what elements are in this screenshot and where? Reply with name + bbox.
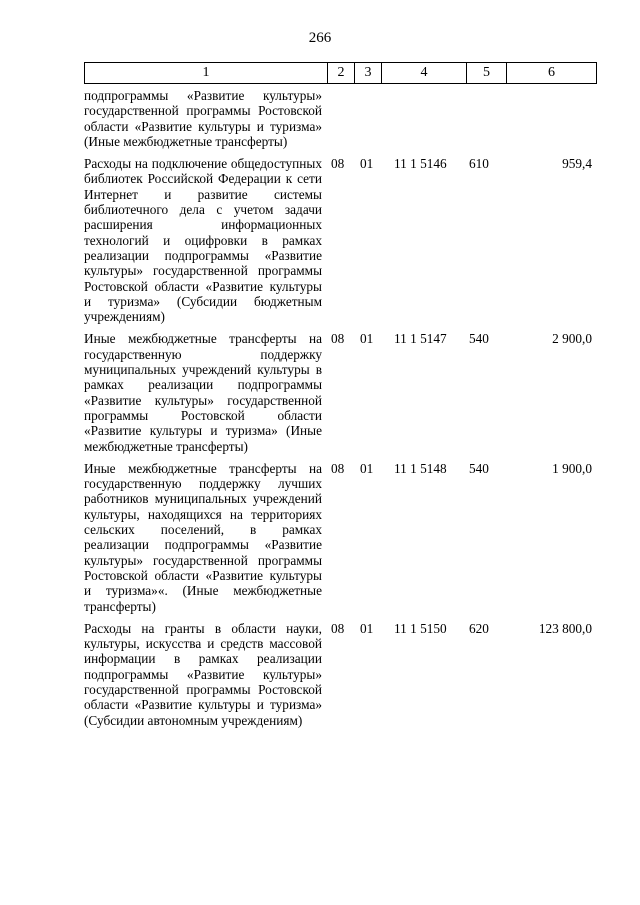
- column-header-3: 3: [355, 63, 382, 84]
- row-description: Расходы на гранты в области науки, культуры, искусства и средств массовой информации в рамках реализации подпрограммы «Развитие культуры» государственной программы Ростовской области «Развитие культуры и туризма» (Субсидии автономным учреждениям): [84, 620, 322, 728]
- table-row: [84, 156, 596, 324]
- row-expense-type: 620: [469, 620, 489, 636]
- row-amount: 123 800,0: [538, 620, 592, 636]
- table-row: [84, 461, 596, 614]
- row-target-article: 11 1 5147: [394, 331, 447, 347]
- column-header-row: [85, 63, 597, 84]
- row-description: Иные межбюджетные трансферты на государственную поддержку муниципальных учреждений культуры в рамках реализации подпрограммы «Развитие культуры» государственной программы Ростовской области «Развитие культуры и туризма» (Иные межбюджетные трансферты): [84, 331, 322, 454]
- table-body: [84, 88, 596, 728]
- row-amount: 2 900,0: [552, 331, 592, 347]
- row-target-article: 11 1 5150: [394, 620, 447, 636]
- row-description: подпрограммы «Развитие культуры» государственной программы Ростовской области «Развитие культуры и туризма» (Иные межбюджетные трансферты): [84, 88, 322, 149]
- row-subsection: 01: [360, 460, 374, 476]
- row-section: 08: [331, 331, 345, 347]
- column-header-table: [84, 62, 597, 84]
- column-header-2: 2: [328, 63, 355, 84]
- row-section: 08: [331, 620, 345, 636]
- row-subsection: 01: [360, 156, 374, 172]
- table-row: [84, 621, 596, 728]
- column-header-6: 6: [507, 63, 597, 84]
- row-expense-type: 540: [469, 460, 489, 476]
- row-amount: 959,4: [562, 156, 592, 172]
- row-description: Расходы на подключение общедоступных библиотек Российской Федерации к сети Интернет и развитие системы библиотечного дела с учетом задачи расширения информационных технологий и оцифровки в рамках реализации подпрограммы «Развитие культуры» государственной программы Ростовской области «Развитие культуры и туризма» (Субсидии бюджетным учреждениям): [84, 156, 322, 325]
- row-expense-type: 540: [469, 331, 489, 347]
- table-row: [84, 331, 596, 453]
- column-header-4: 4: [382, 63, 467, 84]
- row-expense-type: 610: [469, 156, 489, 172]
- table-row: [84, 88, 596, 149]
- row-subsection: 01: [360, 620, 374, 636]
- column-header-5: 5: [467, 63, 507, 84]
- row-amount: 1 900,0: [552, 460, 592, 476]
- row-description: Иные межбюджетные трансферты на государственную поддержку лучших работников муниципальных учреждений культуры, находящихся на территориях сельских поселений, в рамках реализации подпрограммы «Развитие культуры» государственной программы Ростовской области «Развитие культуры и туризма»«. (Иные межбюджетные трансферты): [84, 460, 322, 614]
- row-section: 08: [331, 460, 345, 476]
- row-section: 08: [331, 156, 345, 172]
- page-number: 266: [308, 30, 332, 46]
- row-target-article: 11 1 5148: [394, 460, 447, 476]
- column-header-1: 1: [85, 63, 328, 84]
- row-target-article: 11 1 5146: [394, 156, 447, 172]
- row-subsection: 01: [360, 331, 374, 347]
